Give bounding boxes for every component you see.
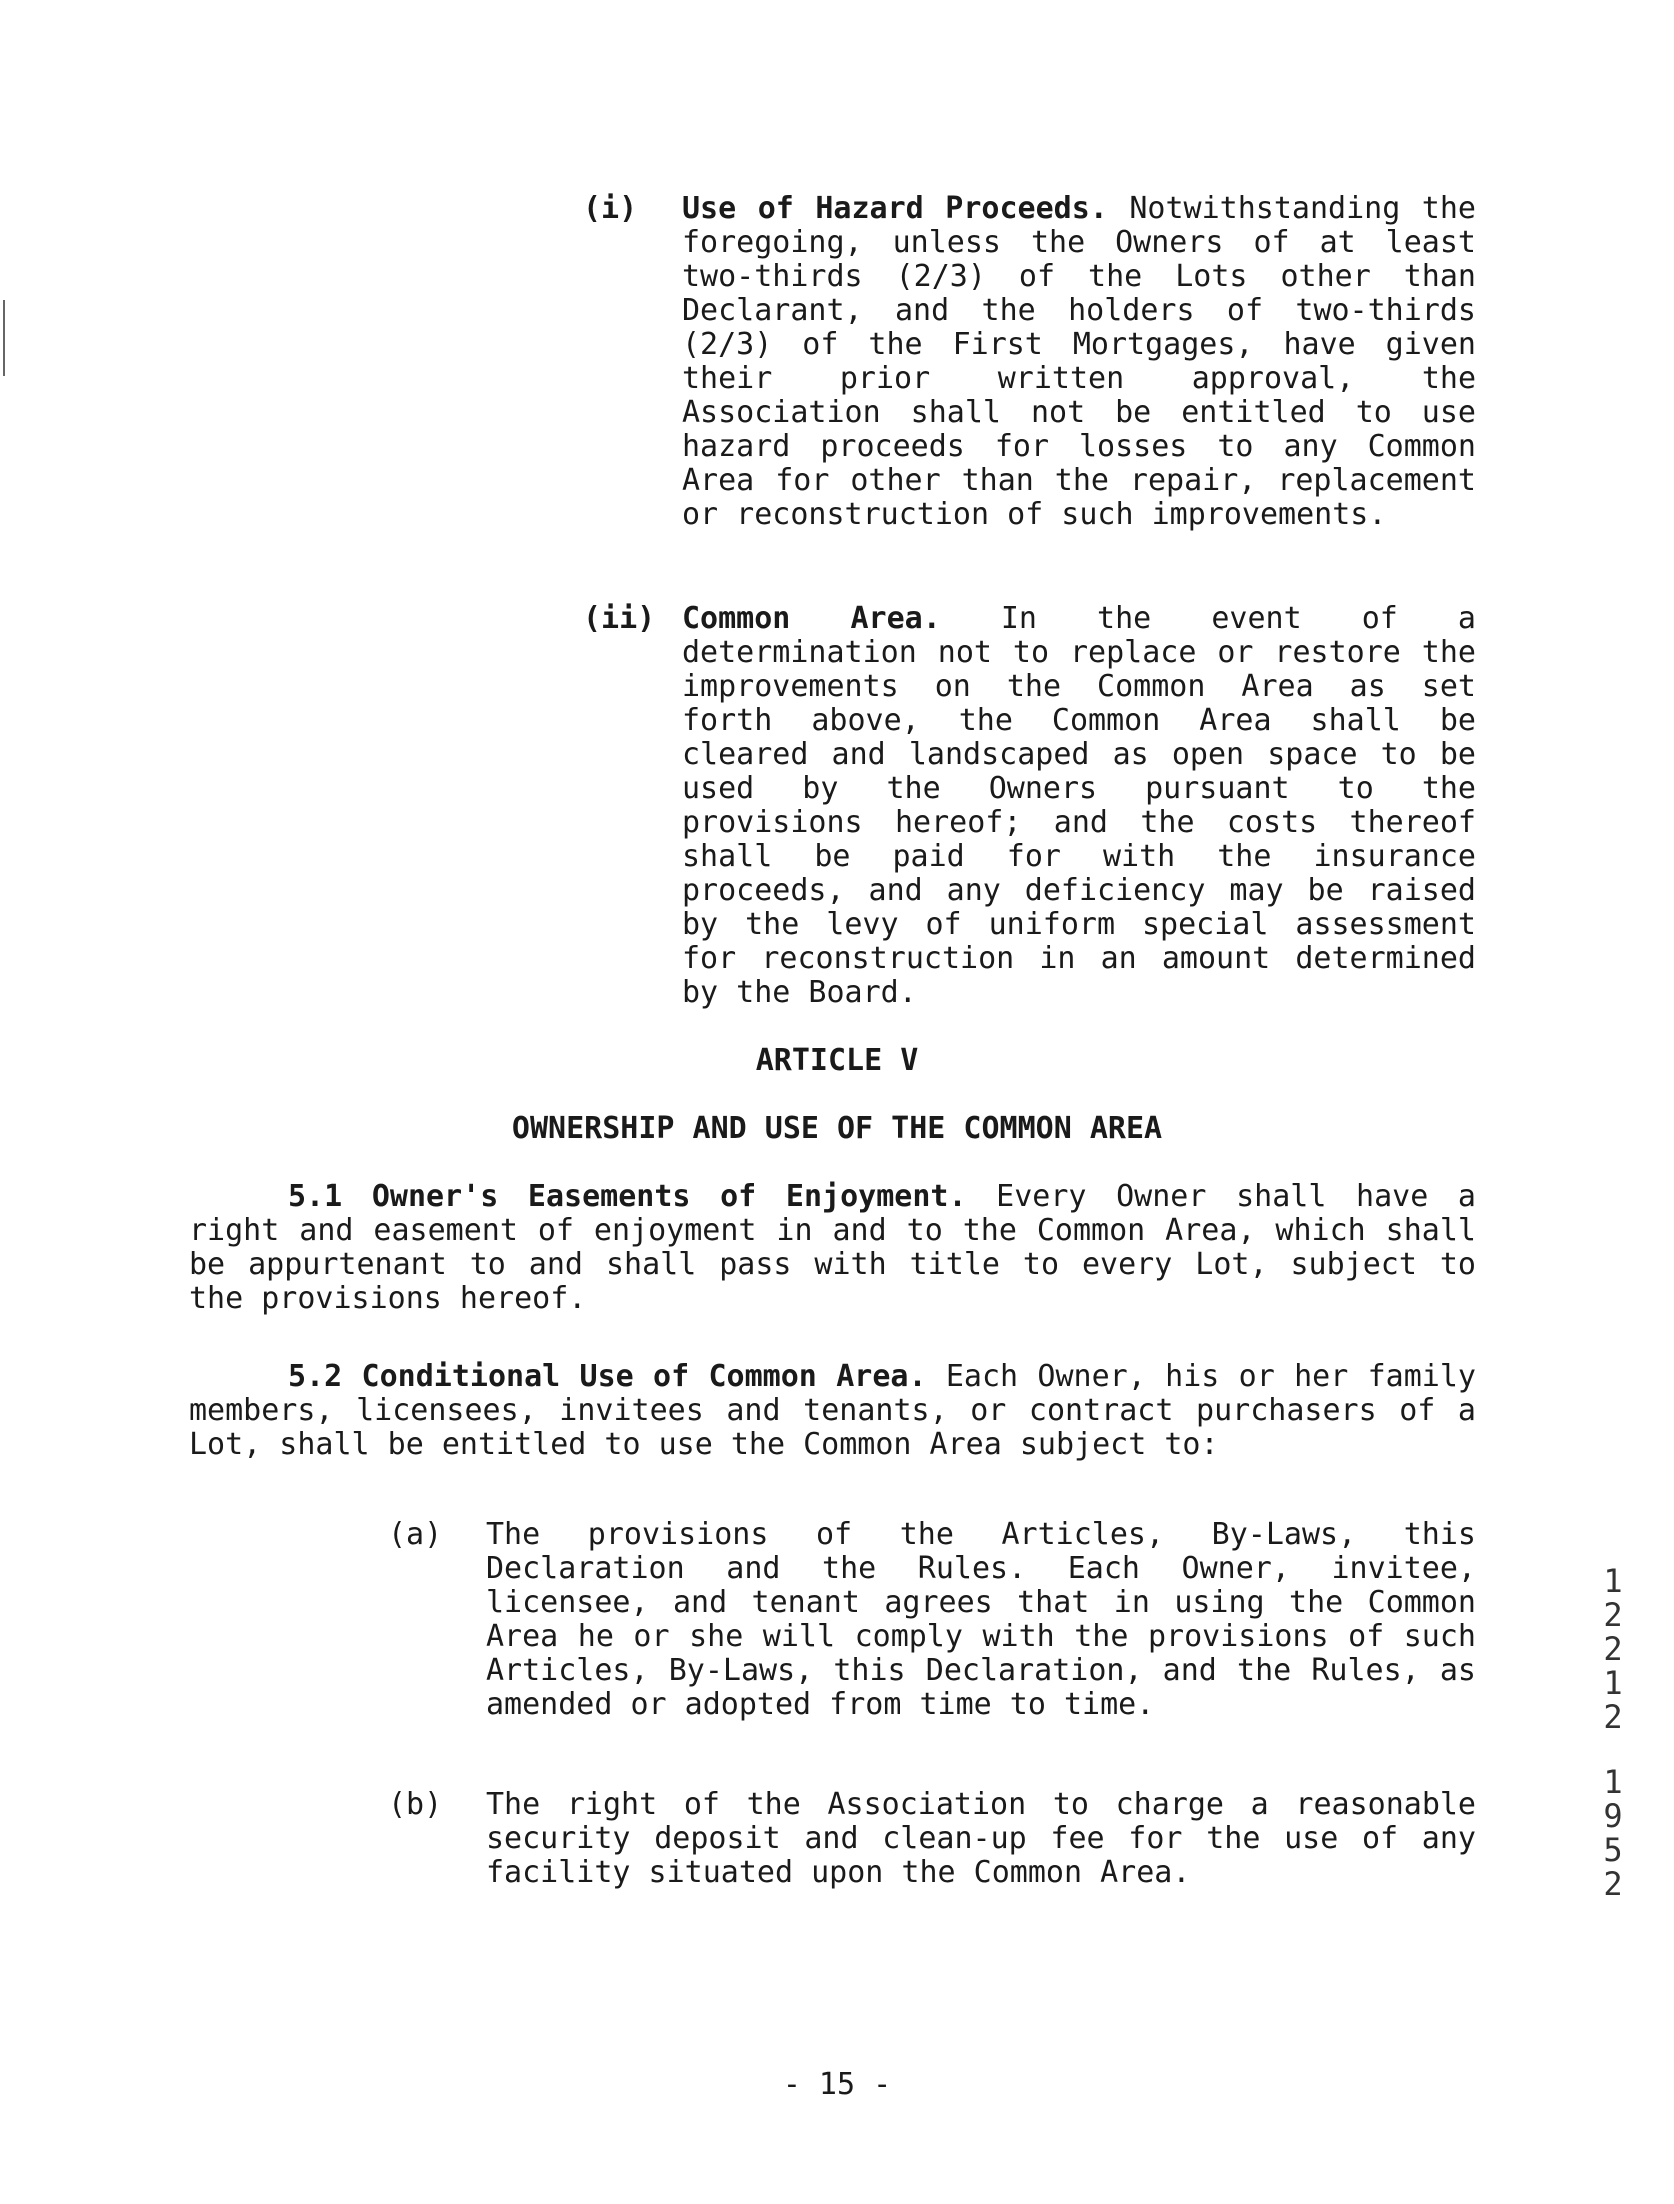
recording-stamp-book: 12212 <box>1603 1562 1623 1736</box>
subitem-a-text: The provisions of the Articles, By-Laws, this Declaration and the Rules. Each Owner, invitee, licensee, and tenant agrees that in using the Common Area he or she will comply with the provisions of such Articles, By-Laws, this Declaration, and the Rules, as amended or adopted from time to time. <box>486 1517 1476 1722</box>
item-ii-label: (ii) <box>583 601 656 636</box>
common-area-paragraph <box>682 602 1476 1010</box>
subitem-a-label: (a) <box>388 1517 443 1552</box>
recording-stamp-page: 1952 <box>1603 1763 1623 1903</box>
article-title: OWNERSHIP AND USE OF THE COMMON AREA <box>511 1111 1163 1146</box>
section-5-2 <box>189 1360 1476 1462</box>
subitem-b-label: (b) <box>388 1787 443 1822</box>
hazard-proceeds-heading: Use of Hazard Proceeds. <box>682 191 1108 226</box>
section-5-2-heading: 5.2 Conditional Use of Common Area. <box>288 1359 927 1394</box>
hazard-proceeds-paragraph <box>682 192 1476 532</box>
hazard-proceeds-body: Notwithstanding the foregoing, unless the Owners of at least two-thirds (2/3) of the Lots other than Declarant, and the holders of two-thirds (2/3) of the First Mortgages, have given their prior written approval, the Association shall not be entitled to use hazard proceeds for losses to any Common Area for other than the repair, replacement or reconstruction of such improvements. <box>682 191 1476 532</box>
section-5-2-body: Each Owner, his or her family members, licensees, invitees and tenants, or contract purchasers of a Lot, shall be entitled to use the Common Area subject to: <box>189 1359 1476 1462</box>
subitem-b-text: The right of the Association to charge a reasonable security deposit and clean-up fee for the use of any facility situated upon the Common Area. <box>486 1787 1476 1890</box>
common-area-heading: Common Area. <box>682 601 941 636</box>
item-i-label: (i) <box>583 191 638 226</box>
section-5-1-heading: 5.1 Owner's Easements of Enjoyment. <box>288 1179 967 1214</box>
section-5-1-body: Every Owner shall have a right and easement of enjoyment in and to the Common Area, which shall be appurtenant to and shall pass with title to every Lot, subject to the provisions hereof. <box>189 1179 1476 1316</box>
common-area-body: In the event of a determination not to replace or restore the improvements on the Common Area as set forth above, the Common Area shall be cleared and landscaped as open space to be used by the Owners pursuant to the provisions hereof; and the costs thereof shall be paid for with the insurance proceeds, and any deficiency may be raised by the levy of uniform special assessment for reconstruction in an amount determined by the Board. <box>682 601 1476 1010</box>
section-5-1 <box>189 1180 1476 1316</box>
margin-mark <box>3 300 5 376</box>
article-number: ARTICLE V <box>755 1043 919 1078</box>
page-number: - 15 - <box>782 2067 892 2102</box>
